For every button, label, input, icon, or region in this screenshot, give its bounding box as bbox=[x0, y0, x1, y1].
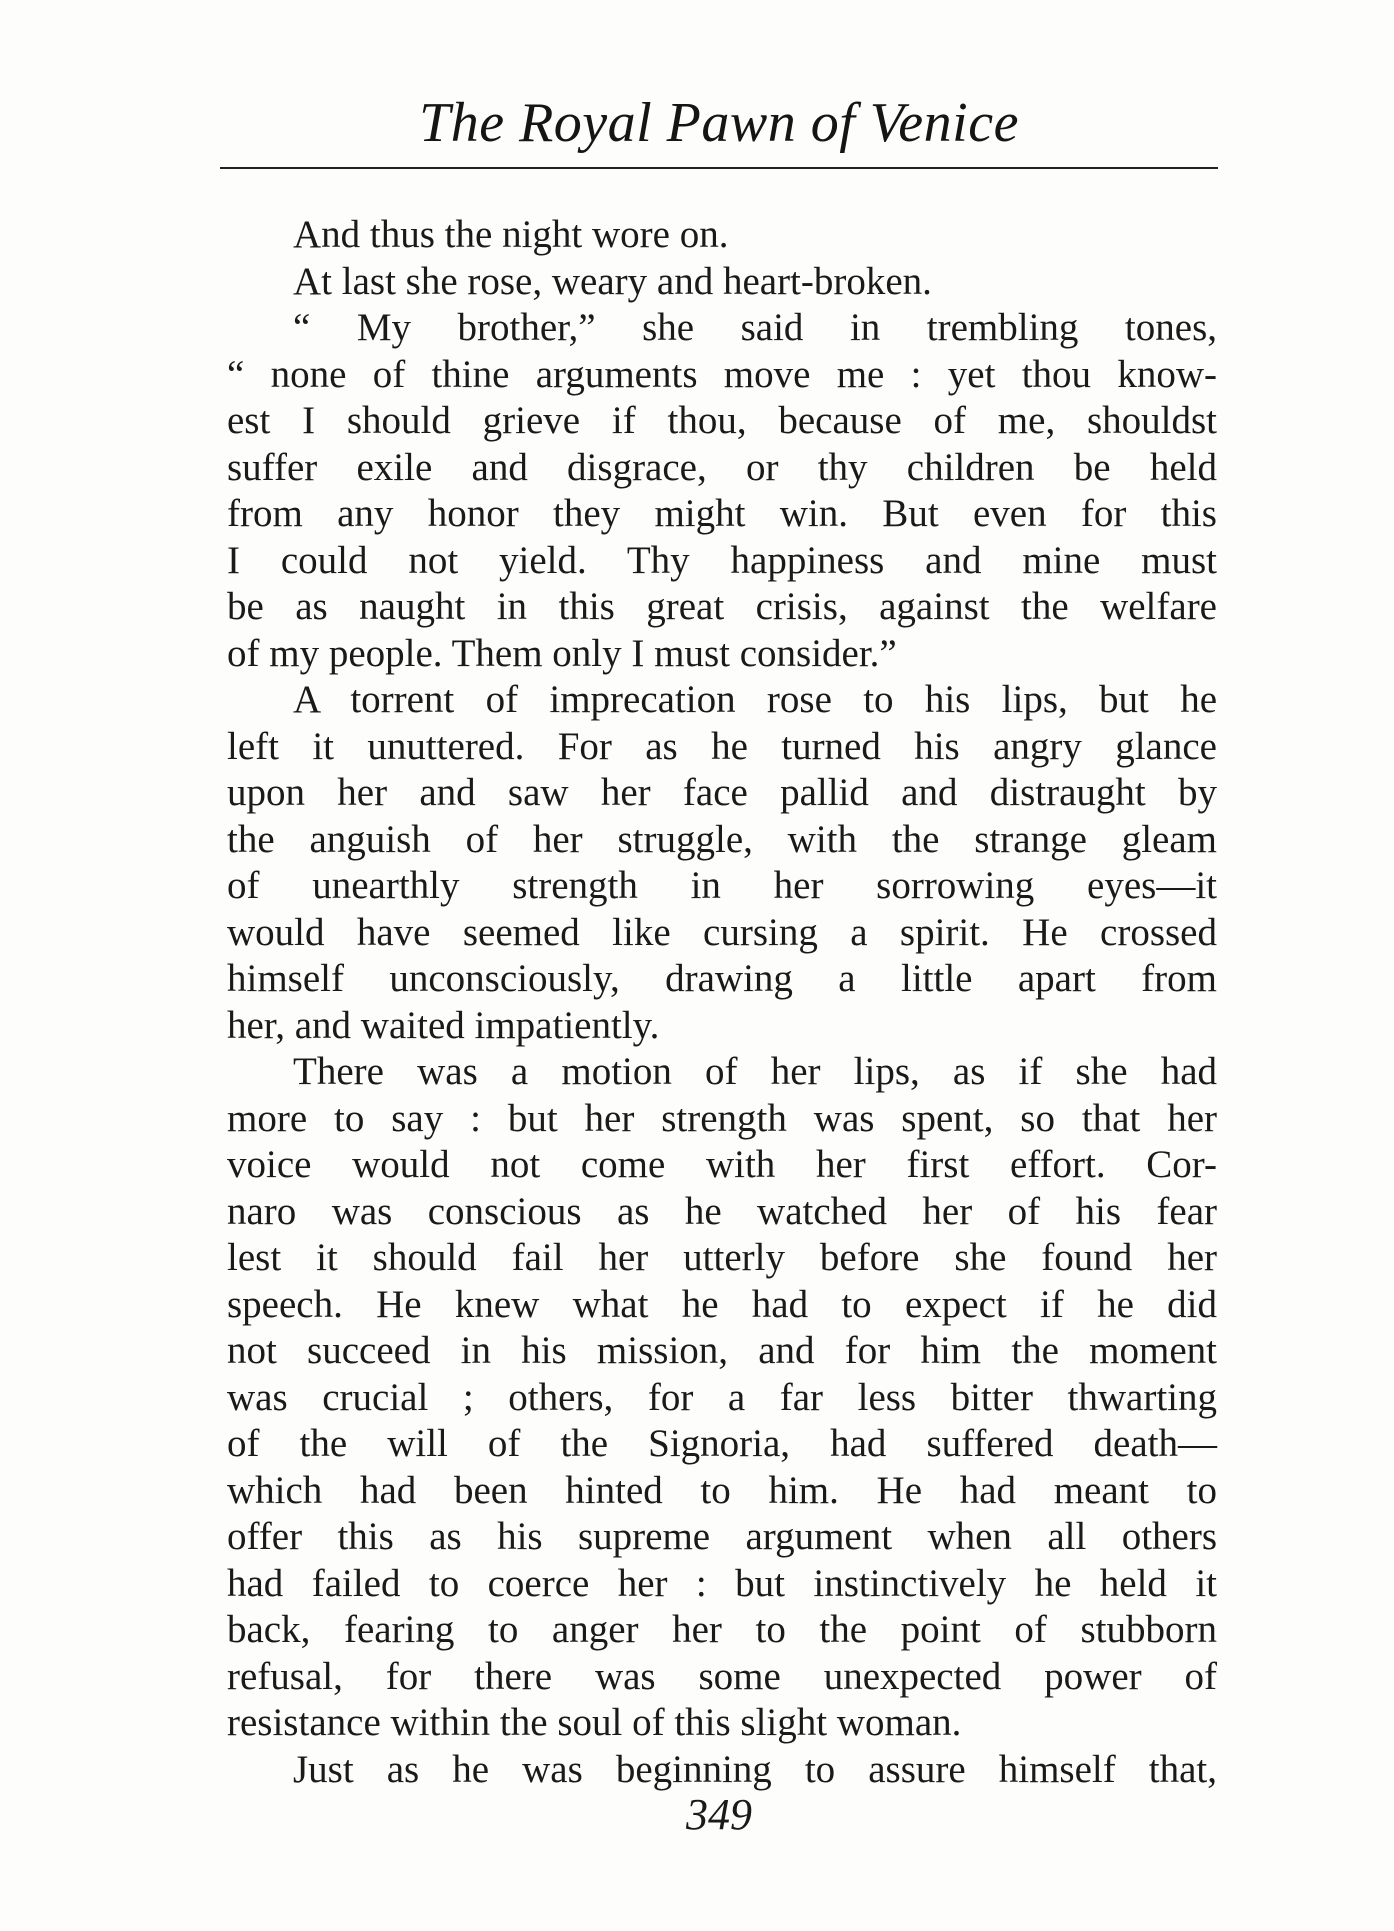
text-line: was crucial ; others, for a far less bitter thwarting bbox=[227, 1375, 1217, 1419]
text-line: of unearthly strength in her sorrowing eyes—it bbox=[227, 864, 1217, 907]
text-line: of the will of the Signoria, had suffered death— bbox=[227, 1422, 1217, 1465]
text-line: which had been hinted to him. He had meant to bbox=[227, 1468, 1217, 1512]
text-line: refusal, for there was some unexpected power of bbox=[227, 1654, 1217, 1698]
text-line: voice would not come with her first effort. Cor- bbox=[227, 1143, 1217, 1186]
text-line: her, and waited impatiently. bbox=[227, 1003, 660, 1047]
text-line: the anguish of her struggle, with the strange gleam bbox=[227, 817, 1217, 861]
text-line: “ My brother,” she said in trembling tones, bbox=[293, 306, 1217, 349]
text-line: suffer exile and disgrace, or thy children be held bbox=[227, 445, 1217, 489]
body-text bbox=[227, 212, 1217, 1793]
text-line: lest it should fail her utterly before she found her bbox=[227, 1236, 1217, 1279]
page-number: 349 bbox=[686, 1790, 752, 1839]
running-title: The Royal Pawn of Venice bbox=[419, 92, 1019, 154]
text-line: had failed to coerce her : but instinctively he held it bbox=[227, 1561, 1217, 1605]
text-line: resistance within the soul of this slight woman. bbox=[227, 1701, 962, 1744]
text-line: “ none of thine arguments move me : yet thou know- bbox=[227, 352, 1217, 396]
text-line: speech. He knew what he had to expect if he did bbox=[227, 1282, 1217, 1326]
text-line: not succeed in his mission, and for him the moment bbox=[227, 1329, 1217, 1372]
header-rule bbox=[220, 167, 1218, 169]
text-line: more to say : but her strength was spent, so that her bbox=[227, 1096, 1217, 1140]
text-line: from any honor they might win. But even for this bbox=[227, 492, 1217, 535]
text-line: There was a motion of her lips, as if she had bbox=[293, 1050, 1217, 1093]
text-line: naro was conscious as he watched her of his fear bbox=[227, 1189, 1217, 1233]
text-line: I could not yield. Thy happiness and mine must bbox=[227, 538, 1217, 582]
text-line: be as naught in this great crisis, against the welfare bbox=[227, 585, 1217, 628]
text-line: A torrent of imprecation rose to his lips, but he bbox=[293, 678, 1217, 721]
text-line: left it unuttered. For as he turned his angry glance bbox=[227, 724, 1217, 768]
text-line: back, fearing to anger her to the point of stubborn bbox=[227, 1608, 1217, 1651]
text-line: upon her and saw her face pallid and distraught by bbox=[227, 771, 1217, 814]
text-line: At last she rose, weary and heart-broken. bbox=[293, 259, 932, 303]
text-line: offer this as his supreme argument when all others bbox=[227, 1515, 1217, 1558]
text-line: And thus the night wore on. bbox=[293, 213, 729, 256]
text-line: Just as he was beginning to assure himself that, bbox=[293, 1747, 1217, 1791]
text-line: est I should grieve if thou, because of me, shouldst bbox=[227, 399, 1217, 442]
text-line: would have seemed like cursing a spirit. He crossed bbox=[227, 910, 1217, 954]
text-line: himself unconsciously, drawing a little apart from bbox=[227, 957, 1217, 1000]
text-line: of my people. Them only I must consider.” bbox=[227, 631, 897, 675]
